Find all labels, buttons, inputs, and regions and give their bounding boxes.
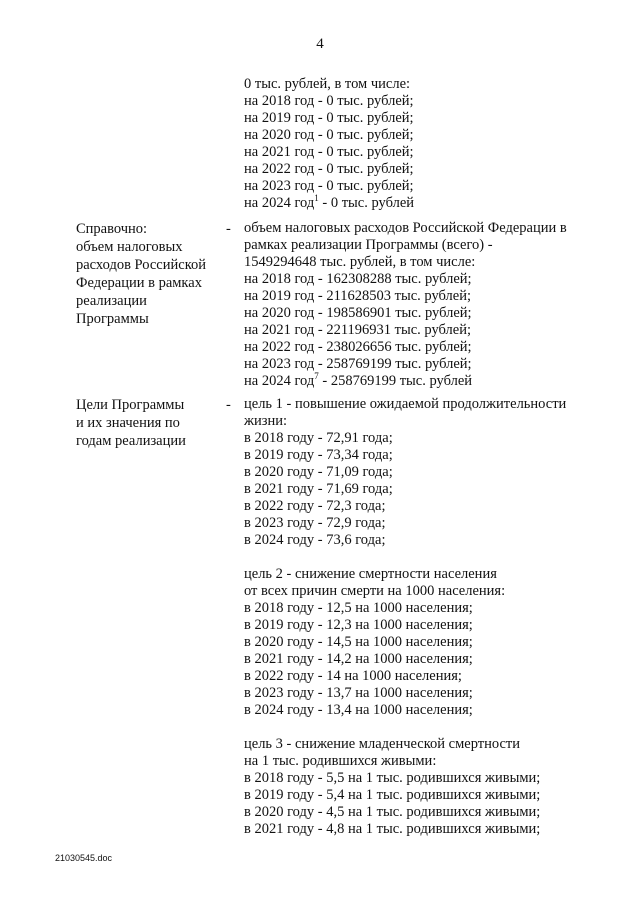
goal-1-line: в 2018 году - 72,91 года; [244,430,393,446]
goal-2-line: в 2022 году - 14 на 1000 населения; [244,668,462,684]
goal-3-line: на 1 тыс. родившихся живыми: [244,753,437,769]
text-line: рамках реализации Программы (всего) - [244,237,493,253]
goal-2-line: в 2019 году - 12,3 на 1000 населения; [244,617,473,633]
text-line: на 2020 год - 198586901 тыс. рублей; [244,305,472,321]
program-goals-label [76,396,226,450]
text-line: на 2018 год - 162308288 тыс. рублей; [244,271,472,287]
goal-3-line: в 2021 году - 4,8 на 1 тыс. родившихся живыми; [244,821,541,837]
text-line: на 2022 год - 0 тыс. рублей; [244,161,414,177]
goal-2-line: в 2024 году - 13,4 на 1000 населения; [244,702,473,718]
footer-filename: 21030545.doc [55,853,113,863]
goal-1-line: в 2023 году - 72,9 года; [244,515,386,531]
paragraph-gap [244,719,584,736]
goal-2-line: в 2018 году - 12,5 на 1000 населения; [244,600,473,616]
text-line: на 2021 год - 221196931 тыс. рублей; [244,322,472,338]
goal-1-line: в 2024 году - 73,6 года; [244,532,386,548]
goal-1-line: в 2020 году - 71,09 года; [244,464,393,480]
label-line: Цели Программы [76,397,185,413]
text-line: объем налоговых расходов Российской Федерации в [244,220,567,236]
program-goals-values [244,396,584,838]
goal-1-line: цель 1 - повышение ожидаемой продолжительности [244,396,567,412]
text-line [244,373,584,390]
goal-3-line: цель 3 - снижение младенческой смертности [244,736,521,752]
text-fragment: - 0 тыс. рублей [318,195,415,211]
separator-dash: - [226,221,231,237]
funding-continuation-lines [244,76,584,212]
text-line [244,195,584,212]
text-line: на 2018 год - 0 тыс. рублей; [244,93,414,109]
label-line: объем налоговых [76,239,183,255]
text-line: на 2020 год - 0 тыс. рублей; [244,127,414,143]
footnote-mark: 1 [314,193,319,204]
text-fragment: на 2024 год [244,373,315,389]
goal-2-line: в 2023 году - 13,7 на 1000 населения; [244,685,473,701]
goal-1-line: в 2019 году - 73,34 года; [244,447,393,463]
text-line: на 2021 год - 0 тыс. рублей; [244,144,414,160]
goal-2-line: от всех причин смерти на 1000 населения: [244,583,506,599]
text-line: на 2023 год - 0 тыс. рублей; [244,178,414,194]
text-line: на 2022 год - 238026656 тыс. рублей; [244,339,472,355]
label-line: реализации [76,293,147,309]
label-line: Федерации в рамках [76,275,202,291]
goal-3-line: в 2020 году - 4,5 на 1 тыс. родившихся живыми; [244,804,541,820]
page-number: 4 [316,36,324,52]
footnote-mark: 7 [314,371,319,382]
text-line: на 2023 год - 258769199 тыс. рублей; [244,356,472,372]
goal-2-line: в 2020 году - 14,5 на 1000 населения; [244,634,473,650]
goal-3-line: в 2019 году - 5,4 на 1 тыс. родившихся живыми; [244,787,541,803]
goal-3-line: в 2018 году - 5,5 на 1 тыс. родившихся живыми; [244,770,541,786]
label-line: годам реализации [76,433,186,449]
goal-2-line: цель 2 - снижение смертности населения [244,566,497,582]
goal-1-line: жизни: [244,413,288,429]
goal-2-line: в 2021 году - 14,2 на 1000 населения; [244,651,473,667]
goal-1-line: в 2021 году - 71,69 года; [244,481,393,497]
label-line: и их значения по [76,415,180,431]
text-line: 1549294648 тыс. рублей, в том числе: [244,254,476,270]
text-line: на 2019 год - 0 тыс. рублей; [244,110,414,126]
label-line: Программы [76,311,149,327]
text-line: на 2019 год - 211628503 тыс. рублей; [244,288,472,304]
label-line: Справочно: [76,221,148,237]
text-fragment: - 258769199 тыс. рублей [318,373,473,389]
separator-dash: - [226,397,231,413]
tax-expenditures-values [244,220,584,390]
text-fragment: на 2024 год [244,195,315,211]
goal-1-line: в 2022 году - 72,3 года; [244,498,386,514]
tax-expenditures-label [76,220,226,328]
label-line: расходов Российской [76,257,207,273]
text-line: 0 тыс. рублей, в том числе: [244,76,411,92]
paragraph-gap [244,549,584,566]
